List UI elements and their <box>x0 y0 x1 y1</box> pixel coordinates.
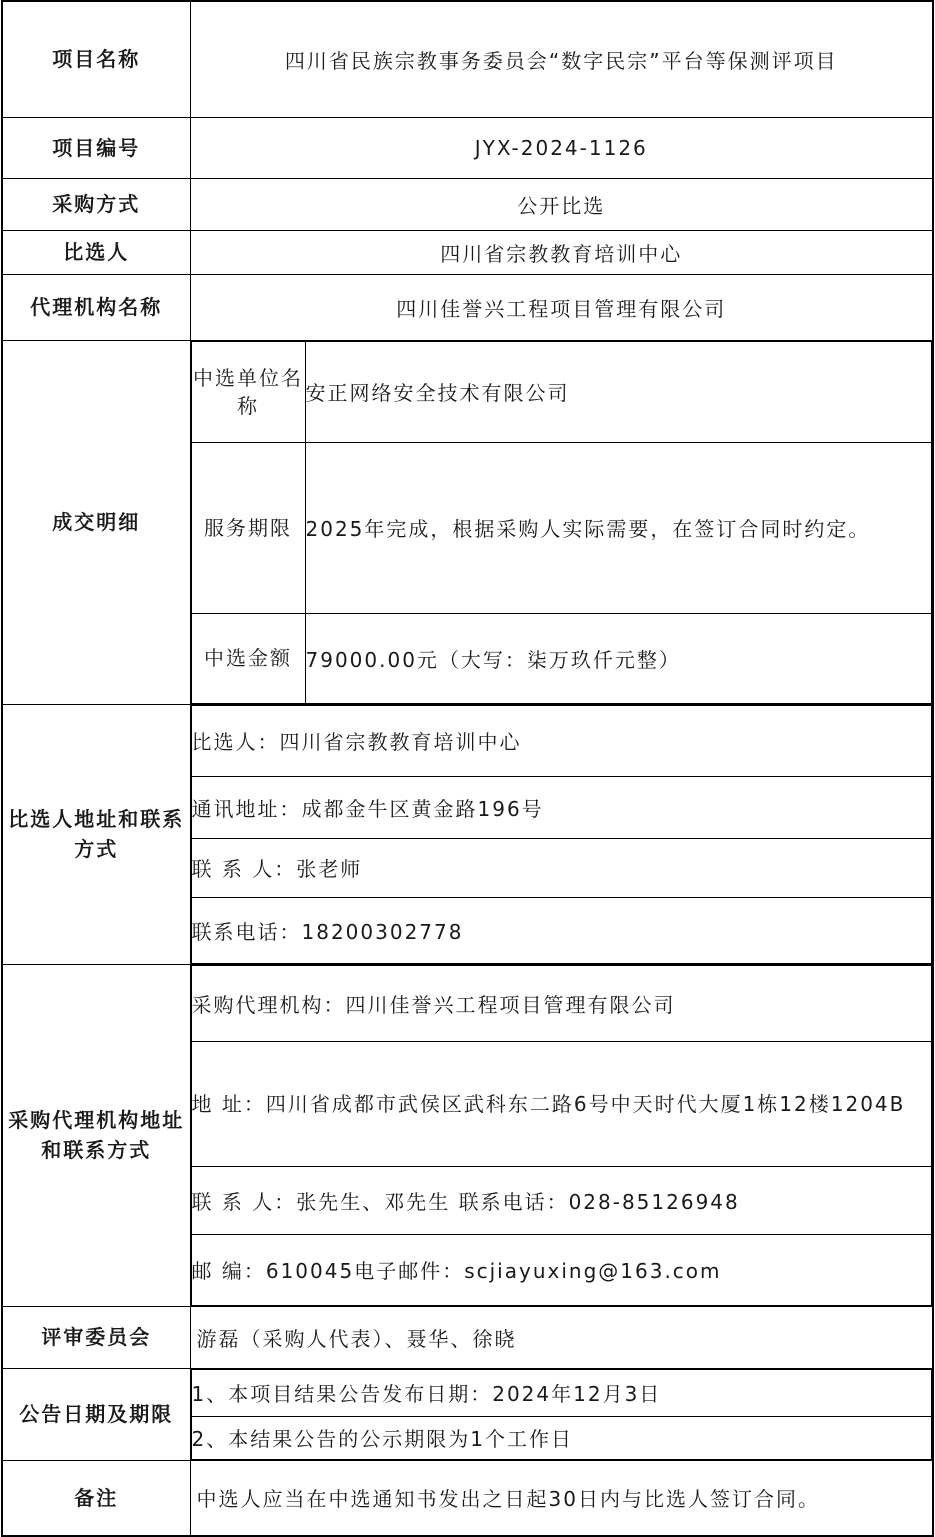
selector-contact-line: 联系电话：18200302778 <box>191 897 932 963</box>
selector-value: 四川省宗教教育培训中心 <box>190 230 933 274</box>
agency-contact-label: 采购代理机构地址和联系方式 <box>2 964 190 1306</box>
project-no-label: 项目编号 <box>2 117 190 178</box>
amount-value: 79000.00元（大写：柒万玖仟元整） <box>305 613 932 703</box>
row-announcement <box>2 1368 933 1460</box>
winner-label: 中选单位名称 <box>191 341 305 442</box>
row-remark <box>2 1460 933 1536</box>
project-no-value: JYX-2024-1126 <box>190 117 933 178</box>
announcement-line: 1、本项目结果公告发布日期：2024年12月3日 <box>191 1369 932 1416</box>
agency-address-line: 地 址：四川省成都市武侯区武科东二路6号中天时代大厦1栋12楼1204B <box>191 1041 932 1166</box>
selector-contact-label: 比选人地址和联系方式 <box>2 704 190 964</box>
row-agency-name <box>2 274 933 340</box>
procurement-method-label: 采购方式 <box>2 178 190 230</box>
agency-contact-line: 联 系 人：张先生、邓先生 联系电话：028-85126948 <box>191 1166 932 1234</box>
winner-value: 安正网络安全技术有限公司 <box>305 341 932 442</box>
agency-contact-list <box>191 965 933 1306</box>
selector-contact-line: 通讯地址：成都金牛区黄金路196号 <box>191 776 932 838</box>
row-project-name <box>2 1 933 117</box>
row-procurement-method <box>2 178 933 230</box>
agency-name-value: 四川佳誉兴工程项目管理有限公司 <box>190 274 933 340</box>
row-deal-details <box>2 340 933 704</box>
row-project-no <box>2 117 933 178</box>
row-committee <box>2 1306 933 1368</box>
amount-label: 中选金额 <box>191 613 305 703</box>
row-selector-contact <box>2 704 933 964</box>
service-period-label: 服务期限 <box>191 442 305 613</box>
procurement-method-value: 公开比选 <box>190 178 933 230</box>
selector-contact-line: 联 系 人：张老师 <box>191 838 932 897</box>
row-selector <box>2 230 933 274</box>
agency-contact-line: 邮 编：610045电子邮件：scjiayuxing@163.com <box>191 1234 932 1305</box>
project-name-value: 四川省民族宗教事务委员会“数字民宗”平台等保测评项目 <box>190 1 933 117</box>
committee-label: 评审委员会 <box>2 1306 190 1368</box>
deal-details-label: 成交明细 <box>2 340 190 704</box>
project-name-label: 项目名称 <box>2 1 190 117</box>
remark-value: 中选人应当在中选通知书发出之日起30日内与比选人签订合同。 <box>190 1460 933 1536</box>
announcement-line: 2、本结果公告的公示期限为1个工作日 <box>191 1416 932 1459</box>
announcement-label: 公告日期及期限 <box>2 1368 190 1460</box>
selector-label: 比选人 <box>2 230 190 274</box>
service-period-value: 2025年完成，根据采购人实际需要，在签订合同时约定。 <box>305 442 932 613</box>
agency-name-label: 代理机构名称 <box>2 274 190 340</box>
selector-contact-line: 比选人：四川省宗教教育培训中心 <box>191 705 932 776</box>
deal-subtable <box>191 341 933 704</box>
announcement-list <box>191 1369 933 1460</box>
agency-contact-line: 采购代理机构：四川佳誉兴工程项目管理有限公司 <box>191 965 932 1041</box>
selector-contact-list <box>191 705 933 964</box>
result-announcement-table <box>1 0 934 1537</box>
remark-label: 备注 <box>2 1460 190 1536</box>
row-agency-contact <box>2 964 933 1306</box>
committee-value: 游磊（采购人代表）、聂华、徐晓 <box>190 1306 933 1368</box>
